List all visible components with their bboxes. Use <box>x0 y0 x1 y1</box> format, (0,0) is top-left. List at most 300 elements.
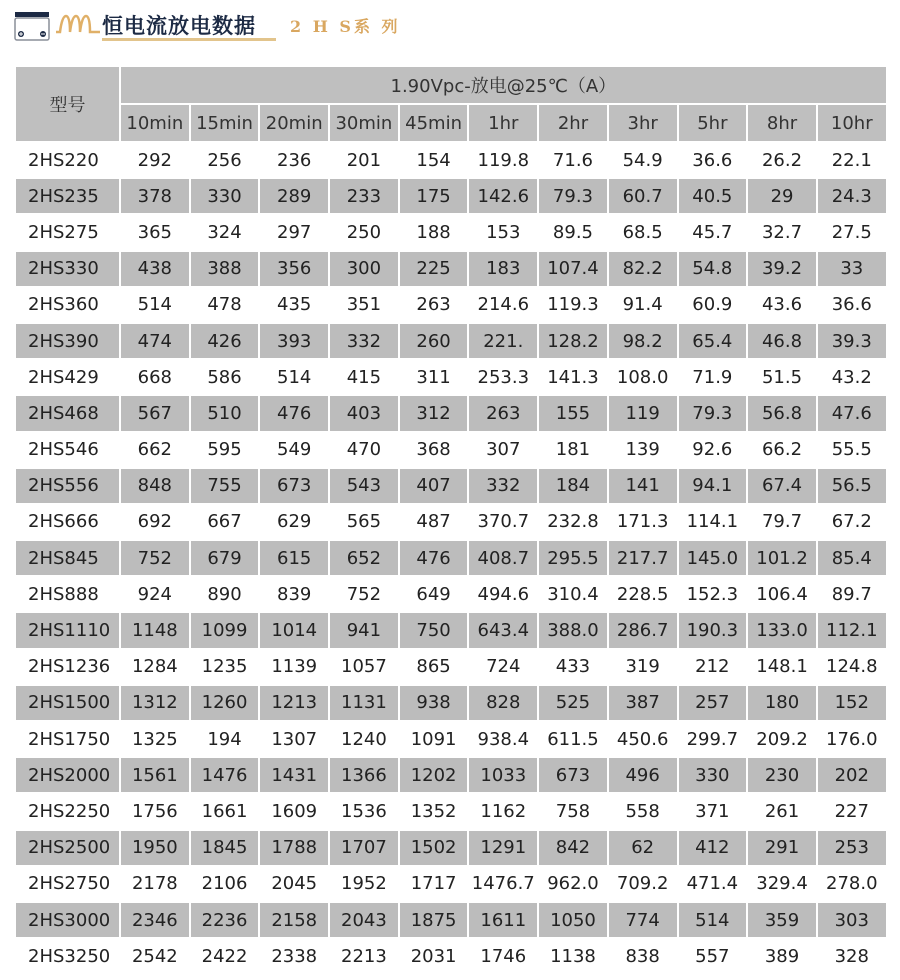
value-cell: 256 <box>190 142 260 178</box>
value-cell: 180 <box>747 685 817 721</box>
value-cell: 107.4 <box>538 251 608 287</box>
table-row <box>15 287 887 323</box>
page-header <box>0 0 900 52</box>
value-cell: 119.8 <box>468 142 538 178</box>
value-cell: 175 <box>399 178 469 214</box>
table-row <box>15 757 887 793</box>
value-cell: 98.2 <box>608 323 678 359</box>
value-cell: 393 <box>259 323 329 359</box>
value-cell: 55.5 <box>817 432 887 468</box>
value-cell: 890 <box>190 576 260 612</box>
model-cell: 2HS2250 <box>15 793 120 829</box>
value-cell: 1661 <box>190 793 260 829</box>
value-cell: 153 <box>468 214 538 250</box>
value-cell: 29 <box>747 178 817 214</box>
value-cell: 662 <box>120 432 190 468</box>
value-cell: 1014 <box>259 612 329 648</box>
column-header-row <box>15 104 887 142</box>
value-cell: 941 <box>329 612 399 648</box>
value-cell: 774 <box>608 902 678 938</box>
value-cell: 356 <box>259 251 329 287</box>
value-cell: 119.3 <box>538 287 608 323</box>
value-cell: 89.7 <box>817 576 887 612</box>
value-cell: 181 <box>538 432 608 468</box>
value-cell: 329.4 <box>747 866 817 902</box>
model-cell: 2HS2500 <box>15 830 120 866</box>
table-row <box>15 938 887 974</box>
value-cell: 221. <box>468 323 538 359</box>
value-cell: 56.5 <box>817 468 887 504</box>
value-cell: 47.6 <box>817 395 887 431</box>
value-cell: 328 <box>817 938 887 974</box>
value-cell: 227 <box>817 793 887 829</box>
value-cell: 378 <box>120 178 190 214</box>
value-cell: 176.0 <box>817 721 887 757</box>
value-cell: 1284 <box>120 649 190 685</box>
value-cell: 368 <box>399 432 469 468</box>
table-row <box>15 251 887 287</box>
value-cell: 46.8 <box>747 323 817 359</box>
value-cell: 36.6 <box>678 142 748 178</box>
column-header: 2hr <box>538 104 608 142</box>
value-cell: 36.6 <box>817 287 887 323</box>
value-cell: 2178 <box>120 866 190 902</box>
table-row <box>15 214 887 250</box>
value-cell: 228.5 <box>608 576 678 612</box>
value-cell: 119 <box>608 395 678 431</box>
table-row <box>15 432 887 468</box>
value-cell: 2236 <box>190 902 260 938</box>
value-cell: 2158 <box>259 902 329 938</box>
value-cell: 257 <box>678 685 748 721</box>
value-cell: 278.0 <box>817 866 887 902</box>
value-cell: 114.1 <box>678 504 748 540</box>
value-cell: 667 <box>190 504 260 540</box>
value-cell: 549 <box>259 432 329 468</box>
column-header: 1hr <box>468 104 538 142</box>
value-cell: 33 <box>817 251 887 287</box>
value-cell: 142.6 <box>468 178 538 214</box>
value-cell: 92.6 <box>678 432 748 468</box>
model-cell: 2HS2000 <box>15 757 120 793</box>
value-cell: 388 <box>190 251 260 287</box>
value-cell: 212 <box>678 649 748 685</box>
waveform-icon <box>56 12 100 40</box>
table-row <box>15 793 887 829</box>
value-cell: 300 <box>329 251 399 287</box>
value-cell: 351 <box>329 287 399 323</box>
value-cell: 679 <box>190 540 260 576</box>
value-cell: 1707 <box>329 830 399 866</box>
value-cell: 1476.7 <box>468 866 538 902</box>
value-cell: 476 <box>259 395 329 431</box>
value-cell: 1235 <box>190 649 260 685</box>
model-cell: 2HS468 <box>15 395 120 431</box>
value-cell: 724 <box>468 649 538 685</box>
value-cell: 750 <box>399 612 469 648</box>
value-cell: 253.3 <box>468 359 538 395</box>
value-cell: 209.2 <box>747 721 817 757</box>
value-cell: 307 <box>468 432 538 468</box>
value-cell: 595 <box>190 432 260 468</box>
value-cell: 450.6 <box>608 721 678 757</box>
column-header: 30min <box>329 104 399 142</box>
value-cell: 496 <box>608 757 678 793</box>
value-cell: 649 <box>399 576 469 612</box>
value-cell: 1139 <box>259 649 329 685</box>
model-cell: 2HS1110 <box>15 612 120 648</box>
value-cell: 407 <box>399 468 469 504</box>
value-cell: 79.7 <box>747 504 817 540</box>
value-cell: 39.2 <box>747 251 817 287</box>
value-cell: 184 <box>538 468 608 504</box>
value-cell: 838 <box>608 938 678 974</box>
value-cell: 1291 <box>468 830 538 866</box>
value-cell: 557 <box>678 938 748 974</box>
value-cell: 152.3 <box>678 576 748 612</box>
value-cell: 24.3 <box>817 178 887 214</box>
value-cell: 154 <box>399 142 469 178</box>
value-cell: 2031 <box>399 938 469 974</box>
value-cell: 408.7 <box>468 540 538 576</box>
value-cell: 183 <box>468 251 538 287</box>
model-cell: 2HS3250 <box>15 938 120 974</box>
model-cell: 2HS429 <box>15 359 120 395</box>
value-cell: 124.8 <box>817 649 887 685</box>
value-cell: 330 <box>678 757 748 793</box>
table-row <box>15 649 887 685</box>
value-cell: 1138 <box>538 938 608 974</box>
value-cell: 673 <box>538 757 608 793</box>
value-cell: 1312 <box>120 685 190 721</box>
value-cell: 66.2 <box>747 432 817 468</box>
value-cell: 263 <box>399 287 469 323</box>
value-cell: 1845 <box>190 830 260 866</box>
value-cell: 65.4 <box>678 323 748 359</box>
model-cell: 2HS220 <box>15 142 120 178</box>
value-cell: 673 <box>259 468 329 504</box>
table-body <box>15 142 887 974</box>
value-cell: 1352 <box>399 793 469 829</box>
column-header: 20min <box>259 104 329 142</box>
value-cell: 755 <box>190 468 260 504</box>
table-row <box>15 540 887 576</box>
value-cell: 202 <box>817 757 887 793</box>
value-cell: 1260 <box>190 685 260 721</box>
value-cell: 1717 <box>399 866 469 902</box>
value-cell: 71.9 <box>678 359 748 395</box>
value-cell: 232.8 <box>538 504 608 540</box>
value-cell: 289 <box>259 178 329 214</box>
model-cell: 2HS3000 <box>15 902 120 938</box>
value-cell: 108.0 <box>608 359 678 395</box>
value-cell: 303 <box>817 902 887 938</box>
value-cell: 938 <box>399 685 469 721</box>
value-cell: 2043 <box>329 902 399 938</box>
value-cell: 27.5 <box>817 214 887 250</box>
value-cell: 310.4 <box>538 576 608 612</box>
value-cell: 514 <box>120 287 190 323</box>
value-cell: 22.1 <box>817 142 887 178</box>
value-cell: 263 <box>468 395 538 431</box>
value-cell: 924 <box>120 576 190 612</box>
value-cell: 2338 <box>259 938 329 974</box>
value-cell: 525 <box>538 685 608 721</box>
value-cell: 201 <box>329 142 399 178</box>
value-cell: 253 <box>817 830 887 866</box>
value-cell: 330 <box>190 178 260 214</box>
value-cell: 435 <box>259 287 329 323</box>
discharge-group-header: 1.90Vpc-放电@25℃（A） <box>120 66 887 104</box>
value-cell: 60.7 <box>608 178 678 214</box>
value-cell: 1611 <box>468 902 538 938</box>
value-cell: 1431 <box>259 757 329 793</box>
value-cell: 230 <box>747 757 817 793</box>
value-cell: 94.1 <box>678 468 748 504</box>
value-cell: 2346 <box>120 902 190 938</box>
value-cell: 1057 <box>329 649 399 685</box>
value-cell: 478 <box>190 287 260 323</box>
value-cell: 171.3 <box>608 504 678 540</box>
value-cell: 567 <box>120 395 190 431</box>
value-cell: 1213 <box>259 685 329 721</box>
value-cell: 91.4 <box>608 287 678 323</box>
value-cell: 433 <box>538 649 608 685</box>
column-header: 15min <box>190 104 260 142</box>
value-cell: 365 <box>120 214 190 250</box>
model-cell: 2HS275 <box>15 214 120 250</box>
value-cell: 152 <box>817 685 887 721</box>
value-cell: 839 <box>259 576 329 612</box>
value-cell: 389 <box>747 938 817 974</box>
value-cell: 752 <box>329 576 399 612</box>
value-cell: 709.2 <box>608 866 678 902</box>
value-cell: 438 <box>120 251 190 287</box>
value-cell: 1148 <box>120 612 190 648</box>
title-underline <box>102 38 276 41</box>
value-cell: 962.0 <box>538 866 608 902</box>
value-cell: 514 <box>678 902 748 938</box>
discharge-table <box>14 65 888 975</box>
value-cell: 752 <box>120 540 190 576</box>
model-column-header: 型号 <box>15 66 120 142</box>
value-cell: 54.8 <box>678 251 748 287</box>
value-cell: 188 <box>399 214 469 250</box>
value-cell: 39.3 <box>817 323 887 359</box>
value-cell: 494.6 <box>468 576 538 612</box>
column-header: 8hr <box>747 104 817 142</box>
value-cell: 32.7 <box>747 214 817 250</box>
value-cell: 1875 <box>399 902 469 938</box>
value-cell: 558 <box>608 793 678 829</box>
value-cell: 1476 <box>190 757 260 793</box>
column-header: 5hr <box>678 104 748 142</box>
value-cell: 426 <box>190 323 260 359</box>
value-cell: 1746 <box>468 938 538 974</box>
value-cell: 145.0 <box>678 540 748 576</box>
table-row <box>15 576 887 612</box>
value-cell: 43.6 <box>747 287 817 323</box>
model-cell: 2HS1236 <box>15 649 120 685</box>
column-header: 10hr <box>817 104 887 142</box>
model-cell: 2HS666 <box>15 504 120 540</box>
model-cell: 2HS845 <box>15 540 120 576</box>
value-cell: 1950 <box>120 830 190 866</box>
value-cell: 476 <box>399 540 469 576</box>
value-cell: 1756 <box>120 793 190 829</box>
table-row <box>15 902 887 938</box>
value-cell: 128.2 <box>538 323 608 359</box>
value-cell: 615 <box>259 540 329 576</box>
value-cell: 388.0 <box>538 612 608 648</box>
value-cell: 543 <box>329 468 399 504</box>
value-cell: 217.7 <box>608 540 678 576</box>
model-cell: 2HS546 <box>15 432 120 468</box>
value-cell: 332 <box>329 323 399 359</box>
column-header: 10min <box>120 104 190 142</box>
value-cell: 359 <box>747 902 817 938</box>
value-cell: 67.4 <box>747 468 817 504</box>
value-cell: 470 <box>329 432 399 468</box>
value-cell: 233 <box>329 178 399 214</box>
value-cell: 938.4 <box>468 721 538 757</box>
table-row <box>15 178 887 214</box>
value-cell: 299.7 <box>678 721 748 757</box>
table-row <box>15 323 887 359</box>
value-cell: 510 <box>190 395 260 431</box>
value-cell: 1050 <box>538 902 608 938</box>
value-cell: 1502 <box>399 830 469 866</box>
value-cell: 56.8 <box>747 395 817 431</box>
value-cell: 1099 <box>190 612 260 648</box>
value-cell: 261 <box>747 793 817 829</box>
value-cell: 250 <box>329 214 399 250</box>
table-row <box>15 359 887 395</box>
value-cell: 67.2 <box>817 504 887 540</box>
value-cell: 139 <box>608 432 678 468</box>
value-cell: 2422 <box>190 938 260 974</box>
value-cell: 324 <box>190 214 260 250</box>
value-cell: 51.5 <box>747 359 817 395</box>
value-cell: 1240 <box>329 721 399 757</box>
value-cell: 1788 <box>259 830 329 866</box>
value-cell: 79.3 <box>678 395 748 431</box>
value-cell: 652 <box>329 540 399 576</box>
value-cell: 387 <box>608 685 678 721</box>
value-cell: 236 <box>259 142 329 178</box>
value-cell: 1131 <box>329 685 399 721</box>
value-cell: 54.9 <box>608 142 678 178</box>
table-row <box>15 612 887 648</box>
value-cell: 565 <box>329 504 399 540</box>
table-row <box>15 830 887 866</box>
value-cell: 225 <box>399 251 469 287</box>
value-cell: 1561 <box>120 757 190 793</box>
table-row <box>15 721 887 757</box>
value-cell: 1091 <box>399 721 469 757</box>
value-cell: 332 <box>468 468 538 504</box>
value-cell: 842 <box>538 830 608 866</box>
value-cell: 2213 <box>329 938 399 974</box>
value-cell: 85.4 <box>817 540 887 576</box>
value-cell: 43.2 <box>817 359 887 395</box>
value-cell: 1609 <box>259 793 329 829</box>
value-cell: 2542 <box>120 938 190 974</box>
value-cell: 26.2 <box>747 142 817 178</box>
value-cell: 106.4 <box>747 576 817 612</box>
value-cell: 1536 <box>329 793 399 829</box>
value-cell: 71.6 <box>538 142 608 178</box>
value-cell: 1307 <box>259 721 329 757</box>
value-cell: 412 <box>678 830 748 866</box>
value-cell: 2106 <box>190 866 260 902</box>
value-cell: 692 <box>120 504 190 540</box>
value-cell: 848 <box>120 468 190 504</box>
value-cell: 112.1 <box>817 612 887 648</box>
value-cell: 1325 <box>120 721 190 757</box>
value-cell: 141 <box>608 468 678 504</box>
value-cell: 295.5 <box>538 540 608 576</box>
model-cell: 2HS888 <box>15 576 120 612</box>
model-cell: 2HS360 <box>15 287 120 323</box>
value-cell: 668 <box>120 359 190 395</box>
value-cell: 1033 <box>468 757 538 793</box>
model-cell: 2HS330 <box>15 251 120 287</box>
value-cell: 319 <box>608 649 678 685</box>
value-cell: 471.4 <box>678 866 748 902</box>
value-cell: 629 <box>259 504 329 540</box>
value-cell: 865 <box>399 649 469 685</box>
value-cell: 1366 <box>329 757 399 793</box>
value-cell: 82.2 <box>608 251 678 287</box>
table-row <box>15 395 887 431</box>
value-cell: 155 <box>538 395 608 431</box>
table-row <box>15 504 887 540</box>
value-cell: 45.7 <box>678 214 748 250</box>
value-cell: 133.0 <box>747 612 817 648</box>
value-cell: 101.2 <box>747 540 817 576</box>
battery-icon <box>12 10 52 42</box>
value-cell: 758 <box>538 793 608 829</box>
value-cell: 1952 <box>329 866 399 902</box>
value-cell: 1162 <box>468 793 538 829</box>
page-title: 恒电流放电数据 <box>102 13 256 38</box>
value-cell: 89.5 <box>538 214 608 250</box>
model-cell: 2HS390 <box>15 323 120 359</box>
value-cell: 194 <box>190 721 260 757</box>
value-cell: 487 <box>399 504 469 540</box>
column-header: 45min <box>399 104 469 142</box>
value-cell: 403 <box>329 395 399 431</box>
value-cell: 79.3 <box>538 178 608 214</box>
value-cell: 292 <box>120 142 190 178</box>
value-cell: 60.9 <box>678 287 748 323</box>
table-row <box>15 866 887 902</box>
value-cell: 611.5 <box>538 721 608 757</box>
column-header: 3hr <box>608 104 678 142</box>
value-cell: 371 <box>678 793 748 829</box>
model-cell: 2HS1750 <box>15 721 120 757</box>
value-cell: 286.7 <box>608 612 678 648</box>
value-cell: 311 <box>399 359 469 395</box>
model-cell: 2HS1500 <box>15 685 120 721</box>
value-cell: 1202 <box>399 757 469 793</box>
model-cell: 2HS556 <box>15 468 120 504</box>
value-cell: 214.6 <box>468 287 538 323</box>
value-cell: 586 <box>190 359 260 395</box>
value-cell: 370.7 <box>468 504 538 540</box>
value-cell: 141.3 <box>538 359 608 395</box>
